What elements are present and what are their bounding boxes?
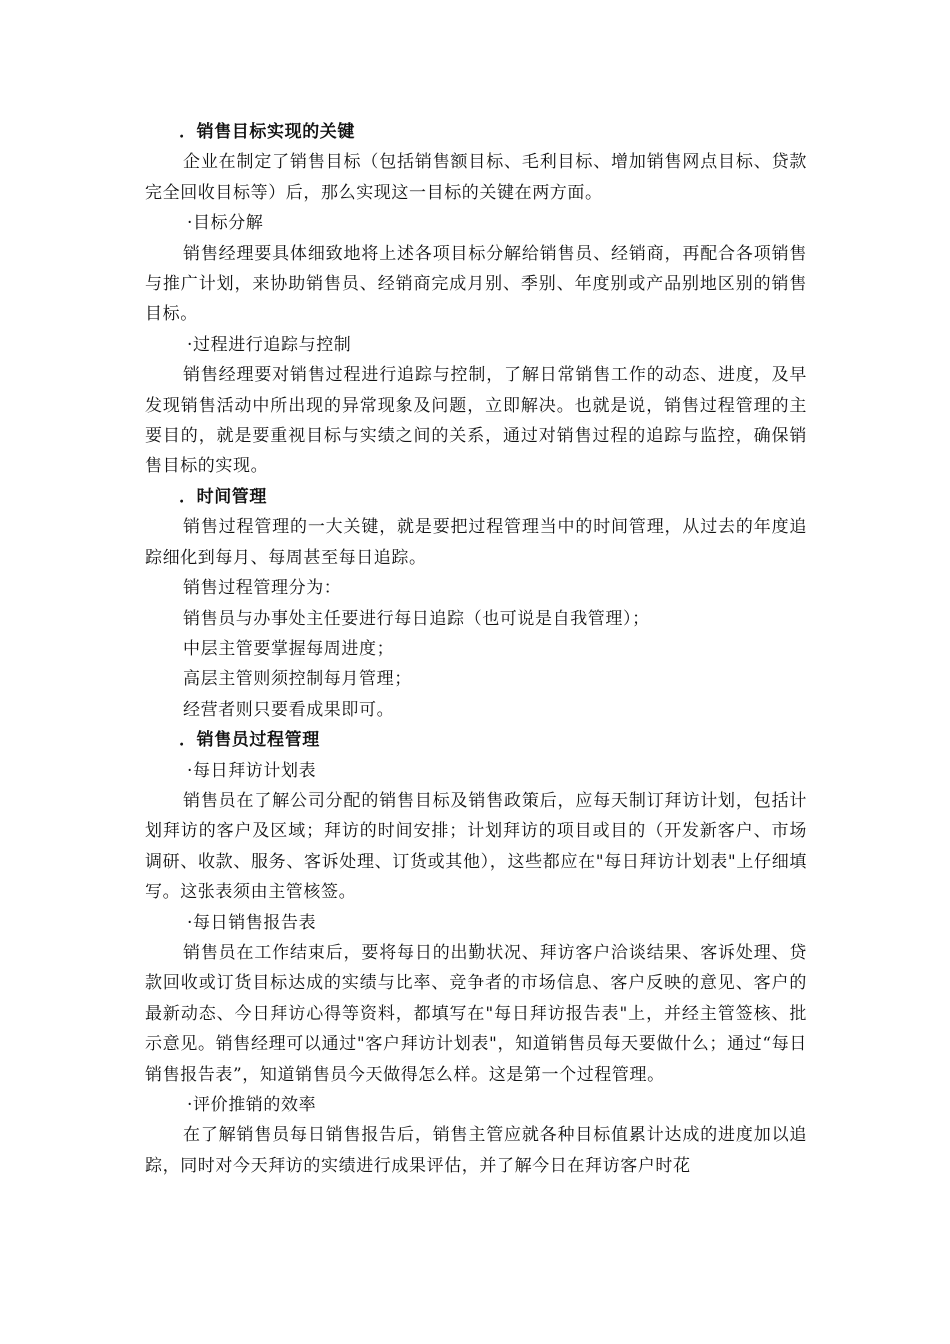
paragraph: 在了解销售员每日销售报告后，销售主管应就各种目标值累计达成的进度加以追踪，同时对今天拜访的实绩进行成果评估，并了解今日在拜访客户时花 <box>145 1125 807 1176</box>
paragraph: 经营者则只要看成果即可。 <box>183 699 395 720</box>
paragraph: 销售员与办事处主任要进行每日追踪（也可说是自我管理）； <box>183 608 650 629</box>
paragraph: 中层主管要掌握每周进度； <box>183 638 395 659</box>
paragraph: 销售员在了解公司分配的销售目标及销售政策后，应每天制订拜访计划，包括计划拜访的客户及区域；拜访的时间安排；计划拜访的项目或目的（开发新客户、市场调研、收款、服务、客诉处理、订货或其他），这些都应在"每日拜访计划表"上仔细填写。这张表须由主管核签。 <box>145 790 807 903</box>
paragraph: 销售过程管理的一大关键，就是要把过程管理当中的时间管理，从过去的年度追踪细化到每月、每周甚至每日追踪。 <box>145 517 807 568</box>
bullet-subheading: ·过程进行追踪与控制 <box>187 334 352 355</box>
document-body <box>145 117 807 1181</box>
section-heading: ．销售员过程管理 <box>179 730 320 751</box>
paragraph: 企业在制定了销售目标（包括销售额目标、毛利目标、增加销售网点目标、贷款完全回收目标等）后，那么实现这一目标的关键在两方面。 <box>145 152 807 203</box>
paragraph: 销售经理要具体细致地将上述各项目标分解给销售员、经销商，再配合各项销售与推广计划，来协助销售员、经销商完成月别、季别、年度别或产品别地区别的销售目标。 <box>145 243 807 325</box>
section-heading: ．时间管理 <box>179 486 267 507</box>
paragraph: 销售经理要对销售过程进行追踪与控制，了解日常销售工作的动态、进度，及早发现销售活动中所出现的异常现象及问题，立即解决。也就是说，销售过程管理的主要目的，就是要重视目标与实绩之间的关系，通过对销售过程的追踪与监控，确保销售目标的实现。 <box>145 365 807 477</box>
bullet-subheading: ·目标分解 <box>187 213 264 234</box>
paragraph: 高层主管则须控制每月管理； <box>183 669 412 690</box>
bullet-subheading: ·每日销售报告表 <box>187 912 317 933</box>
bullet-subheading: ·每日拜访计划表 <box>187 760 317 781</box>
section-heading: ．销售目标实现的关键 <box>179 122 355 142</box>
paragraph: 销售过程管理分为： <box>183 578 342 599</box>
bullet-subheading: ·评价推销的效率 <box>187 1095 317 1115</box>
paragraph: 销售员在工作结束后，要将每日的出勤状况、拜访客户洽谈结果、客诉处理、贷款回收或订货目标达成的实绩与比率、竞争者的市场信息、客户反映的意见、客户的最新动态、今日拜访心得等资料，都填写在"每日拜访报告表"上，并经主管签核、批示意见。销售经理可以通过"客户拜访计划表"，知道销售员每天要做什么；通过“每日销售报告表”，知道销售员今天做得怎么样。这是第一个过程管理。 <box>145 942 807 1085</box>
